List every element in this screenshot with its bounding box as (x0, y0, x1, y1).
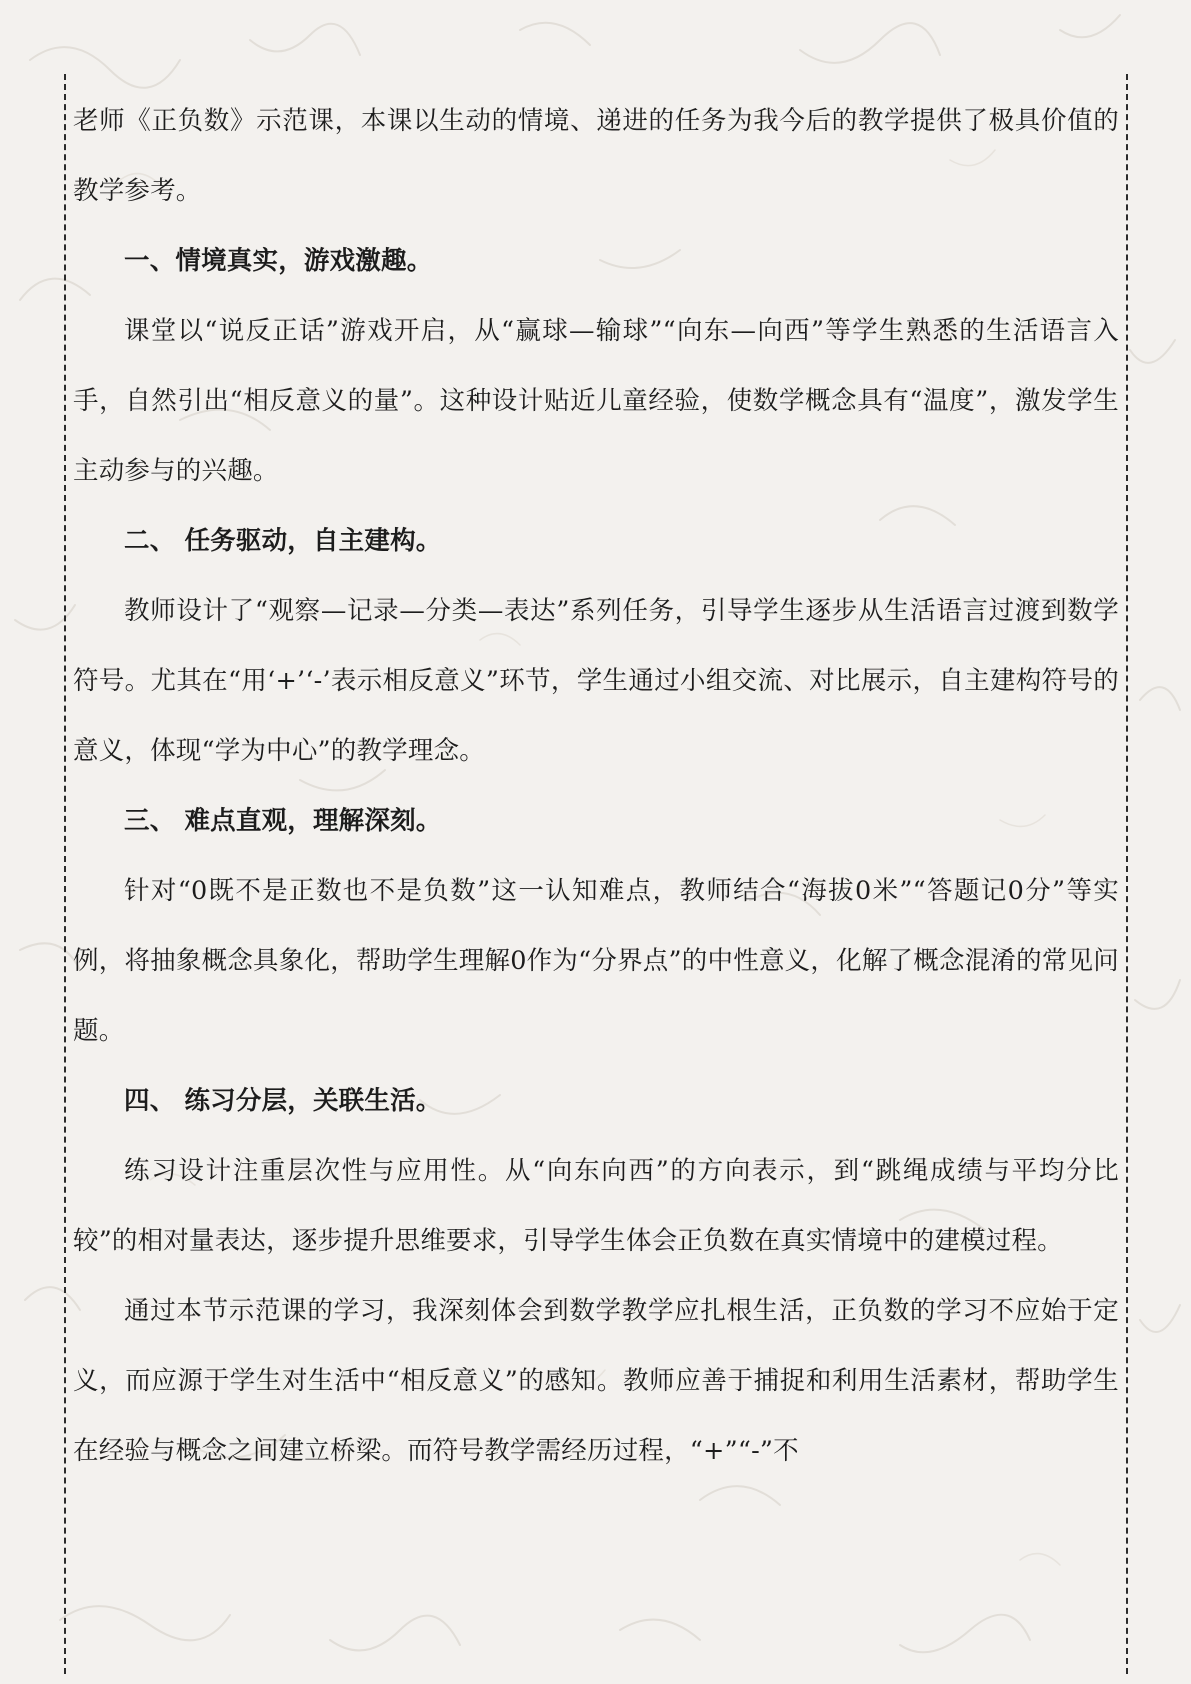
paragraph-section-2: 教师设计了“观察—记录—分类—表达”系列任务，引导学生逐步从生活语言过渡到数学符号。尤其在“用‘+’‘-’表示相反意义”环节，学生通过小组交流、对比展示，自主建构符号的意义，体现“学为中心”的教学理念。 (73, 596, 1119, 766)
document-body (73, 86, 1119, 1486)
paragraph-reflection: 通过本节示范课的学习，我深刻体会到数学教学应扎根生活，正负数的学习不应始于定义，而应源于学生对生活中“相反意义”的感知。教师应善于捕捉和利用生活素材，帮助学生在经验与概念之间建立桥梁。而符号教学需经历过程，“+”“-”不 (73, 1296, 1119, 1466)
section-heading-3: 三、 难点直观，理解深刻。 (124, 806, 442, 836)
paragraph-section-3: 针对“0既不是正数也不是负数”这一认知难点，教师结合“海拔0米”“答题记0分”等实例，将抽象概念具象化，帮助学生理解0作为“分界点”的中性意义，化解了概念混淆的常见问题。 (73, 876, 1119, 1046)
section-heading-4: 四、 练习分层，关联生活。 (124, 1086, 442, 1116)
section-heading-1: 一、情境真实，游戏激趣。 (124, 246, 433, 276)
paragraph-section-1: 课堂以“说反正话”游戏开启，从“赢球—输球”“向东—向西”等学生熟悉的生活语言入手，自然引出“相反意义的量”。这种设计贴近儿童经验，使数学概念具有“温度”，激发学生主动参与的兴趣。 (73, 316, 1119, 486)
paragraph-continuation: 老师《正负数》示范课，本课以生动的情境、递进的任务为我今后的教学提供了极具价值的教学参考。 (73, 106, 1119, 206)
section-heading-2: 二、 任务驱动，自主建构。 (124, 526, 442, 556)
paragraph-section-4: 练习设计注重层次性与应用性。从“向东向西”的方向表示，到“跳绳成绩与平均分比较”的相对量表达，逐步提升思维要求，引导学生体会正负数在真实情境中的建模过程。 (73, 1156, 1119, 1256)
